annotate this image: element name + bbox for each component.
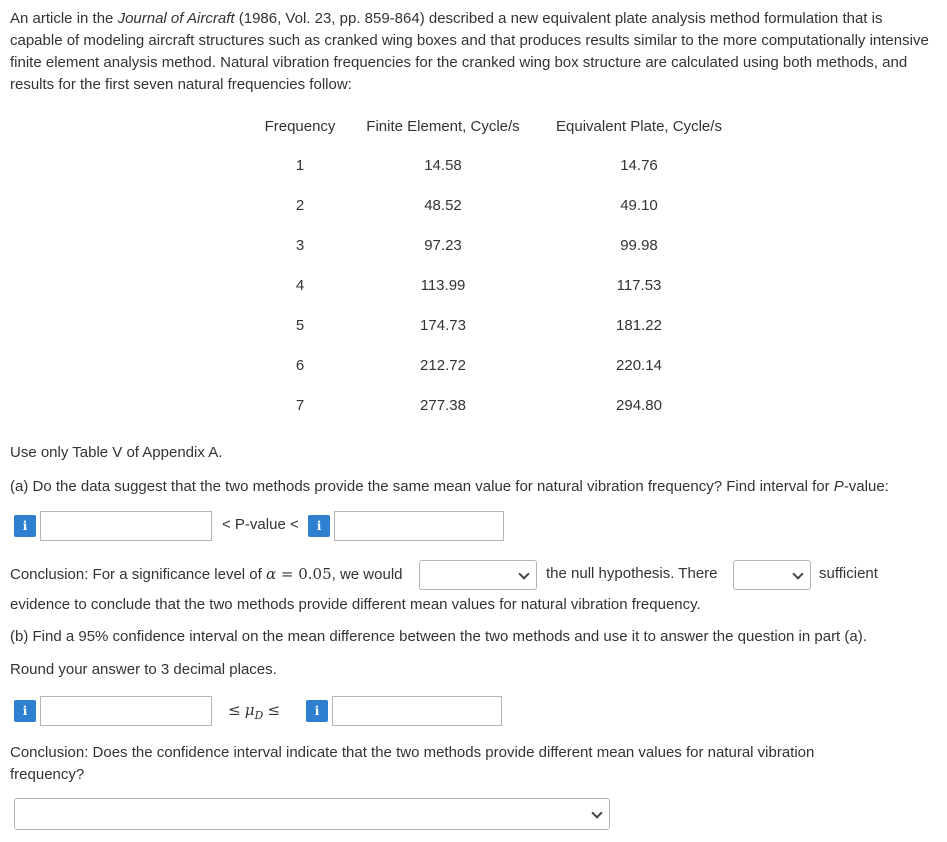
evidence-select[interactable] — [733, 560, 811, 590]
info-icon[interactable]: i — [308, 515, 330, 537]
table-row — [250, 385, 742, 425]
info-icon[interactable]: i — [14, 700, 36, 722]
problem-intro — [10, 8, 930, 96]
header-frequency: Frequency — [264, 117, 336, 135]
ci-upper-input[interactable] — [332, 696, 502, 726]
pvalue-label: < P-value < — [222, 516, 299, 533]
pvalue-lower-input[interactable] — [40, 511, 212, 541]
cell-frequency: 2 — [295, 196, 305, 214]
frequency-table — [250, 114, 742, 425]
cell-frequency: 3 — [295, 236, 305, 254]
pvalue-upper-input[interactable] — [334, 511, 504, 541]
info-icon[interactable]: i — [14, 515, 36, 537]
part-b-question: (b) Find a 95% confidence interval on the mean difference between the two methods and use it to answer the question in part (a). — [10, 628, 867, 645]
conclusion-a-text-4: sufficient — [819, 565, 878, 582]
cell-finite-element: 113.99 — [420, 276, 466, 294]
conclusion-a-text-3: the null hypothesis. There — [546, 565, 718, 582]
ci-inequality: ≤ $\mu_D$ ≤ — [228, 701, 281, 722]
cell-equivalent-plate: 14.76 — [620, 156, 658, 174]
cell-frequency: 6 — [295, 356, 305, 374]
chevron-down-icon — [792, 568, 803, 579]
cell-frequency: 5 — [295, 316, 305, 334]
intro-text-1: An article in the — [10, 10, 118, 27]
journal-name: Journal of Aircraft — [117, 10, 235, 27]
table-row — [250, 265, 742, 305]
cell-equivalent-plate: 117.53 — [616, 276, 662, 294]
cell-finite-element: 277.38 — [420, 396, 466, 414]
ci-lower-input[interactable] — [40, 696, 212, 726]
cell-finite-element: 97.23 — [424, 236, 462, 254]
cell-frequency: 7 — [295, 396, 305, 414]
cell-finite-element: 48.52 — [424, 196, 462, 214]
cell-frequency: 4 — [295, 276, 305, 294]
table-header-row — [250, 114, 742, 138]
table-row — [250, 185, 742, 225]
appendix-note: Use only Table V of Appendix A. — [10, 444, 223, 461]
cell-equivalent-plate: 294.80 — [616, 396, 662, 414]
cell-equivalent-plate: 220.14 — [616, 356, 662, 374]
conclusion-a-text: Conclusion: For a significance level of α = 0.05, we would — [10, 565, 403, 583]
cell-equivalent-plate: 99.98 — [620, 236, 658, 254]
info-icon[interactable]: i — [306, 700, 328, 722]
table-row — [250, 305, 742, 345]
part-a-question: (a) Do the data suggest that the two methods provide the same mean value for natural vibration frequency? Find interval for P-value: — [10, 478, 889, 495]
cell-equivalent-plate: 49.10 — [620, 196, 658, 214]
conclusion-a-text-5: evidence to conclude that the two methods provide different mean values for natural vibration frequency. — [10, 596, 701, 613]
chevron-down-icon — [518, 568, 529, 579]
header-equivalent-plate: Equivalent Plate, Cycle/s — [556, 117, 722, 135]
cell-finite-element: 14.58 — [424, 156, 462, 174]
round-note: Round your answer to 3 decimal places. — [10, 661, 277, 678]
cell-finite-element: 212.72 — [420, 356, 466, 374]
chevron-down-icon — [591, 807, 602, 818]
cell-frequency: 1 — [295, 156, 305, 174]
table-row — [250, 225, 742, 265]
cell-equivalent-plate: 181.22 — [616, 316, 662, 334]
reject-decision-select[interactable] — [419, 560, 537, 590]
header-finite-element: Finite Element, Cycle/s — [366, 117, 520, 135]
conclusion-b-text: Conclusion: Does the confidence interval indicate that the two methods provide different mean values for natural vibration frequency? — [10, 744, 815, 783]
ci-conclusion-select[interactable] — [14, 798, 610, 830]
table-row — [250, 138, 742, 185]
intro-text-2: (1986, Vol. 23, pp. 859-864) described a new equivalent plate analysis method formulation that is capable of modeling aircraft structures such as cranked wing boxes and that produces results similar to the more computationally intensive finite element analysis method. Natural vibration frequencies for the cranked wing box structure are calculated using both methods, and results for the first seven natural frequencies follow: — [10, 10, 929, 93]
cell-finite-element: 174.73 — [420, 316, 466, 334]
table-row — [250, 345, 742, 385]
